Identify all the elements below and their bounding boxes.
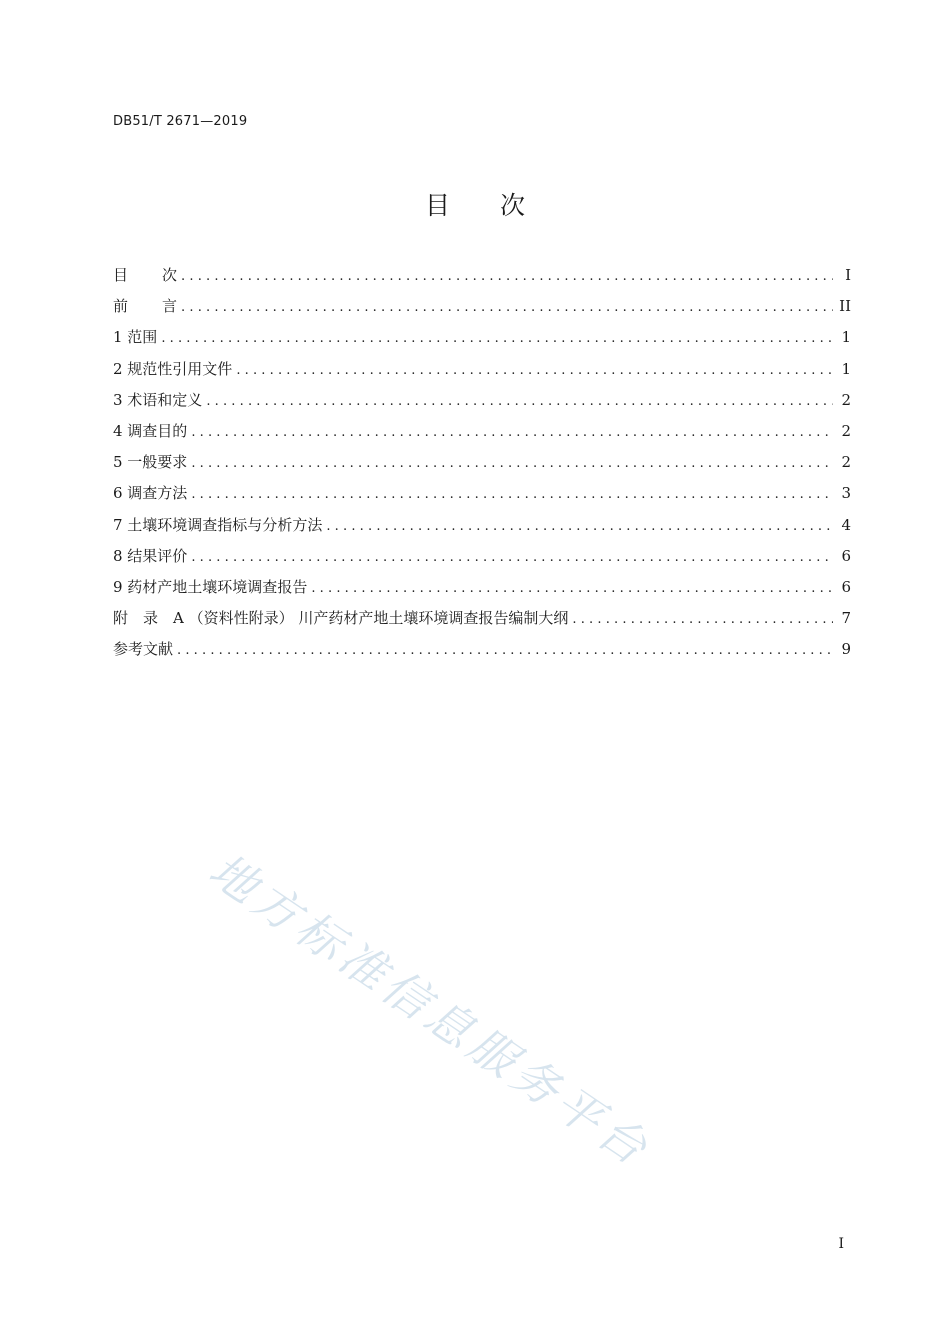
toc-entry-page: 1 (841, 359, 851, 378)
toc-entry-contents[interactable] (113, 264, 851, 295)
toc-label-part: 目 (113, 266, 129, 284)
toc-label-part: 次 (162, 266, 178, 284)
toc-entry[interactable] (113, 545, 851, 576)
toc-entry-label: 6 调查方法 (113, 484, 188, 503)
toc-label-part: 言 (162, 297, 178, 316)
toc-dot-leader (191, 456, 833, 471)
toc-entry-label: 9 药材产地土壤环境调查报告 (113, 577, 308, 596)
toc-entry-page: 2 (841, 453, 851, 472)
toc-entry-appendix-a[interactable] (113, 607, 851, 638)
toc-entry-label: 2 规范性引用文件 (113, 359, 233, 378)
toc-entry[interactable] (113, 358, 851, 389)
document-code: DB51/T 2671—2019 (113, 114, 248, 129)
toc-entry-page: II (839, 297, 851, 316)
toc-entry-label: 5 一般要求 (113, 453, 188, 472)
table-of-contents (113, 264, 851, 669)
toc-entry-label: 4 调查目的 (113, 421, 188, 440)
toc-dot-leader (181, 300, 833, 315)
toc-entry-label: 附 录 A （资料性附录） 川产药材产地土壤环境调查报告编制大纲 (113, 609, 569, 628)
toc-entry-page: 9 (841, 640, 851, 659)
toc-entry-label: 8 结果评价 (113, 546, 188, 565)
watermark: 地方标准信息服务平台 (199, 842, 662, 1179)
page-title (0, 186, 950, 222)
toc-entry-label (113, 295, 181, 316)
toc-entry-references[interactable] (113, 638, 851, 669)
toc-dot-leader (311, 581, 833, 596)
toc-entry[interactable] (113, 451, 851, 482)
toc-dot-leader (181, 269, 833, 284)
title-char-1: 目 (424, 191, 450, 220)
toc-entry-foreword[interactable] (113, 295, 851, 326)
toc-entry-page: 6 (841, 546, 851, 565)
toc-entry-label: 3 术语和定义 (113, 390, 203, 409)
toc-dot-leader (161, 331, 833, 346)
toc-dot-leader (236, 363, 833, 378)
toc-entry-page: 2 (841, 390, 851, 409)
toc-entry-page: 2 (841, 421, 851, 440)
toc-entry[interactable] (113, 514, 851, 545)
toc-entry[interactable] (113, 326, 851, 357)
toc-entry-page: 7 (841, 609, 851, 628)
toc-entry[interactable] (113, 576, 851, 607)
toc-entry-page: 1 (841, 328, 851, 347)
toc-entry-label: 参考文献 (113, 640, 174, 659)
toc-dot-leader (177, 643, 833, 658)
toc-entry-label: 1 范围 (113, 328, 158, 347)
toc-entry-page: 6 (841, 577, 851, 596)
toc-entry-page: I (845, 266, 851, 284)
toc-entry[interactable] (113, 420, 851, 451)
toc-dot-leader (206, 394, 833, 409)
toc-entry-page: 3 (841, 484, 851, 503)
toc-dot-leader (572, 612, 833, 627)
page-number: I (838, 1236, 844, 1252)
toc-entry-page: 4 (841, 515, 851, 534)
toc-entry[interactable] (113, 389, 851, 420)
toc-entry[interactable] (113, 482, 851, 513)
toc-entry-label (113, 264, 181, 285)
toc-dot-leader (191, 425, 833, 440)
toc-dot-leader (191, 550, 833, 565)
title-char-2: 次 (500, 191, 526, 220)
toc-entry-label: 7 土壤环境调查指标与分析方法 (113, 515, 323, 534)
toc-label-part: 前 (113, 297, 129, 316)
toc-dot-leader (326, 519, 833, 534)
toc-dot-leader (191, 487, 833, 502)
